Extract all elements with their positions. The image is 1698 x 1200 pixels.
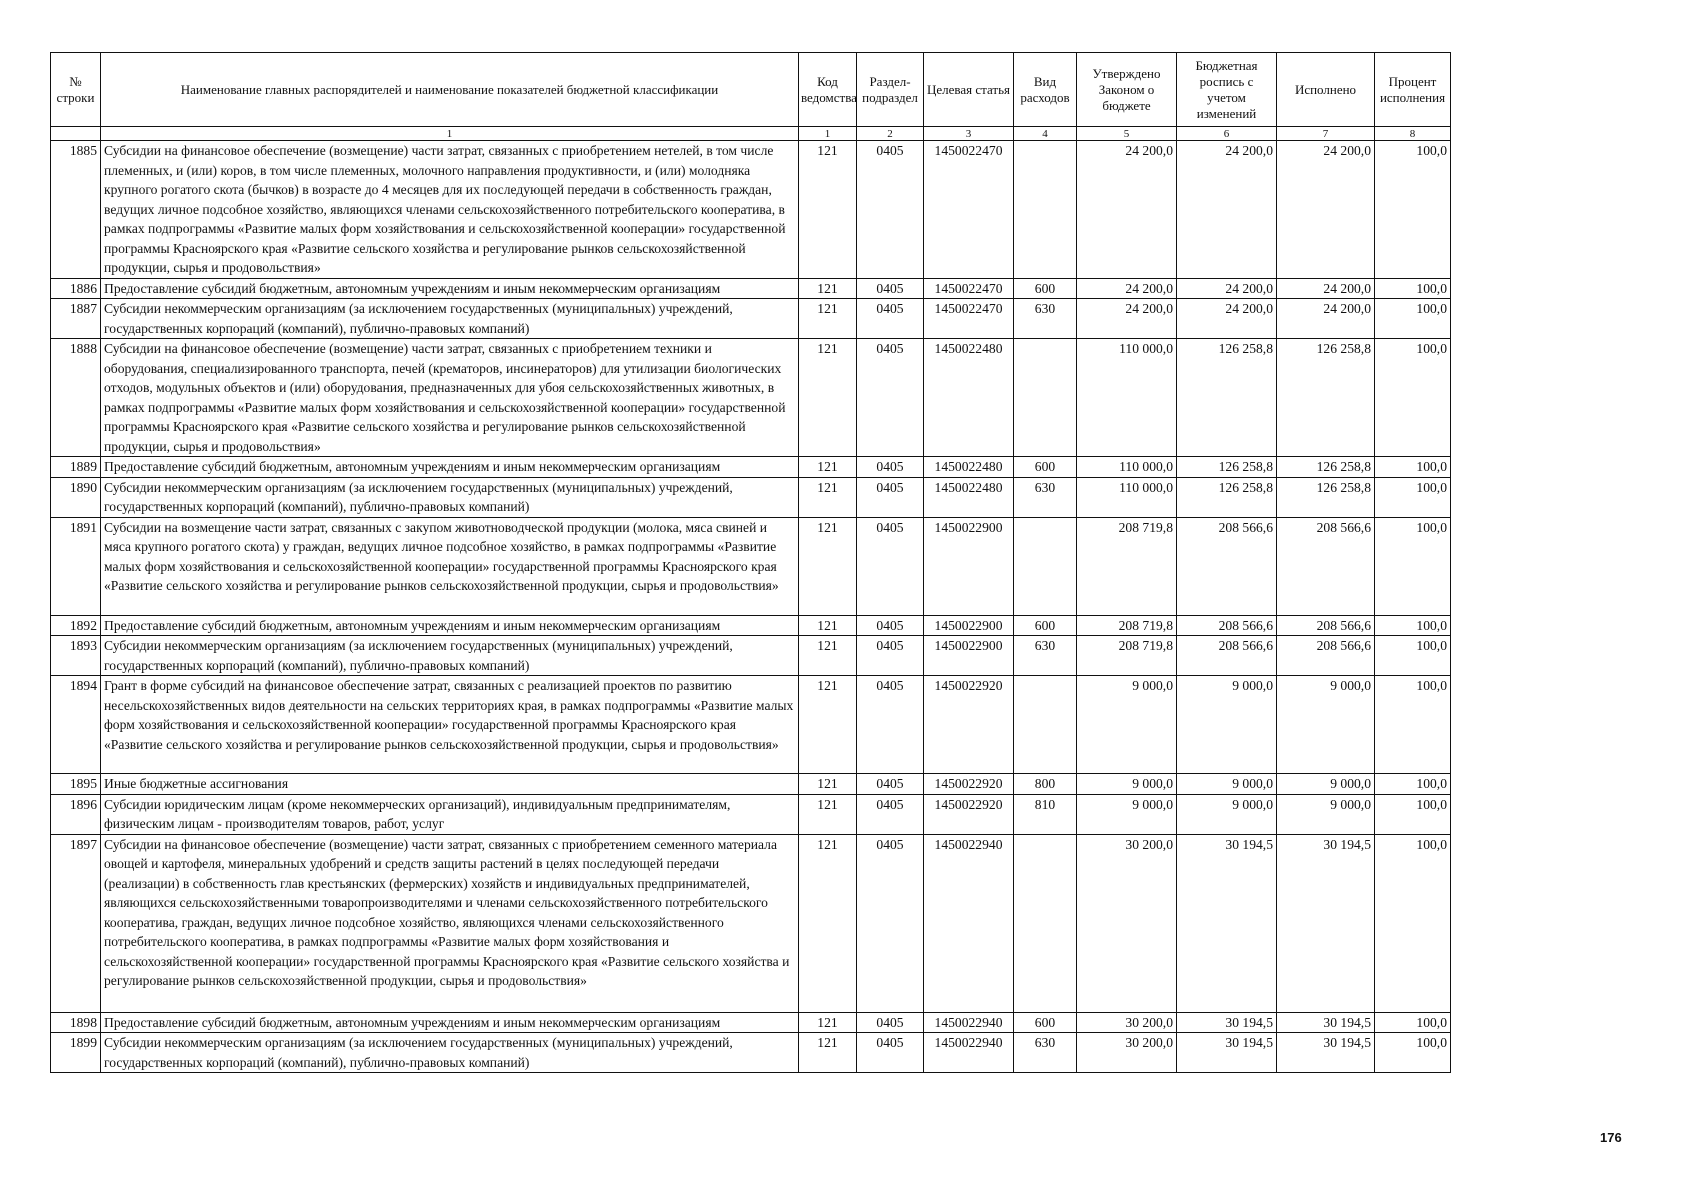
row-executed: 24 200,0 [1277, 299, 1375, 339]
row-number: 1893 [51, 636, 101, 676]
row-percent: 100,0 [1375, 299, 1451, 339]
row-executed: 126 258,8 [1277, 477, 1375, 517]
row-percent: 100,0 [1375, 457, 1451, 478]
row-name: Субсидии некоммерческим организациям (за исключением государственных (муниципальных) учреждений, государственных корпораций (компаний), публично-правовых компаний) [101, 1033, 799, 1073]
column-number: 4 [1014, 127, 1077, 141]
row-section: 0405 [857, 457, 924, 478]
row-budget-list: 30 194,5 [1177, 1033, 1277, 1073]
row-percent: 100,0 [1375, 834, 1451, 1012]
row-name: Субсидии некоммерческим организациям (за исключением государственных (муниципальных) учреждений, государственных корпораций (компаний), публично-правовых компаний) [101, 299, 799, 339]
row-target: 1450022920 [924, 676, 1014, 774]
row-dept-code: 121 [799, 834, 857, 1012]
row-approved: 9 000,0 [1077, 774, 1177, 795]
table-row [51, 477, 1451, 517]
row-expense-type [1014, 339, 1077, 457]
header-section: Раздел-подраздел [857, 53, 924, 127]
row-approved: 30 200,0 [1077, 834, 1177, 1012]
row-name: Субсидии на финансовое обеспечение (возмещение) части затрат, связанных с приобретением техники и оборудования, специализированного транспорта, печей (крематоров, инсинераторов) для утилизации биологических отходов, модульных объектов и (или) оборудования, предназначенных для убоя сельскохозяйственных животных, в рамках подпрограммы «Развитие малых форм хозяйствования и сельскохозяйственной кооперации» государственной программы Красноярского края «Развитие сельского хозяйства и регулирование рынков сельскохозяйственной продукции, сырья и продовольствия» [101, 339, 799, 457]
row-name: Предоставление субсидий бюджетным, автономным учреждениям и иным некоммерческим организациям [101, 457, 799, 478]
table-row [51, 517, 1451, 615]
row-target: 1450022480 [924, 477, 1014, 517]
row-dept-code: 121 [799, 1033, 857, 1073]
header-row-number: № строки [51, 53, 101, 127]
row-name: Субсидии некоммерческим организациям (за исключением государственных (муниципальных) учреждений, государственных корпораций (компаний), публично-правовых компаний) [101, 477, 799, 517]
row-approved: 208 719,8 [1077, 615, 1177, 636]
row-executed: 208 566,6 [1277, 615, 1375, 636]
row-name: Предоставление субсидий бюджетным, автономным учреждениям и иным некоммерческим организациям [101, 615, 799, 636]
row-executed: 9 000,0 [1277, 794, 1375, 834]
column-number: 2 [857, 127, 924, 141]
row-approved: 208 719,8 [1077, 517, 1177, 615]
row-number: 1886 [51, 278, 101, 299]
page-number: 176 [1600, 1130, 1622, 1145]
row-number: 1898 [51, 1012, 101, 1033]
row-section: 0405 [857, 636, 924, 676]
row-dept-code: 121 [799, 457, 857, 478]
row-expense-type: 630 [1014, 1033, 1077, 1073]
row-number: 1887 [51, 299, 101, 339]
table-row [51, 794, 1451, 834]
row-budget-list: 24 200,0 [1177, 141, 1277, 279]
row-approved: 208 719,8 [1077, 636, 1177, 676]
row-expense-type: 600 [1014, 278, 1077, 299]
row-dept-code: 121 [799, 477, 857, 517]
row-name: Субсидии на возмещение части затрат, связанных с закупом животноводческой продукции (молока, мяса свиней и мяса крупного рогатого скота) у граждан, ведущих личное подсобное хозяйство, в рамках подпрограммы «Развитие малых форм хозяйствования и сельскохозяйственной кооперации» государственной программы Красноярского края «Развитие сельского хозяйства и регулирование рынков сельскохозяйственной продукции, сырья и продовольствия» [101, 517, 799, 615]
row-target: 1450022920 [924, 774, 1014, 795]
row-target: 1450022470 [924, 299, 1014, 339]
row-approved: 30 200,0 [1077, 1033, 1177, 1073]
row-executed: 24 200,0 [1277, 141, 1375, 279]
row-section: 0405 [857, 477, 924, 517]
row-percent: 100,0 [1375, 676, 1451, 774]
row-number: 1892 [51, 615, 101, 636]
row-percent: 100,0 [1375, 339, 1451, 457]
row-percent: 100,0 [1375, 794, 1451, 834]
table-body [51, 141, 1451, 1073]
row-target: 1450022920 [924, 794, 1014, 834]
row-number: 1899 [51, 1033, 101, 1073]
row-section: 0405 [857, 517, 924, 615]
row-budget-list: 9 000,0 [1177, 676, 1277, 774]
row-name: Субсидии юридическим лицам (кроме некоммерческих организаций), индивидуальным предпринимателям, физическим лицам - производителям товаров, работ, услуг [101, 794, 799, 834]
table-row [51, 1012, 1451, 1033]
row-executed: 208 566,6 [1277, 636, 1375, 676]
row-name: Субсидии на финансовое обеспечение (возмещение) части затрат, связанных с приобретением семенного материала овощей и картофеля, минеральных удобрений и средств защиты растений в целях последующей передачи (реализации) в собственность глав крестьянских (фермерских) хозяйств и индивидуальных предпринимателей, являющихся сельскохозяйственными товаропроизводителями и членами сельскохозяйственного потребительского кооператива, граждан, ведущих личное подсобное хозяйство, являющихся членами сельскохозяйственного потребительского кооператива, в рамках подпрограммы «Развитие малых форм хозяйствования и сельскохозяйственной кооперации» государственной программы Красноярского края «Развитие сельского хозяйства и регулирование рынков сельскохозяйственной продукции, сырья и продовольствия» [101, 834, 799, 1012]
row-number: 1889 [51, 457, 101, 478]
row-number: 1888 [51, 339, 101, 457]
row-dept-code: 121 [799, 299, 857, 339]
row-budget-list: 126 258,8 [1177, 339, 1277, 457]
table-row [51, 676, 1451, 774]
table-row [51, 141, 1451, 279]
row-number: 1897 [51, 834, 101, 1012]
row-dept-code: 121 [799, 676, 857, 774]
table-row [51, 615, 1451, 636]
row-percent: 100,0 [1375, 477, 1451, 517]
row-dept-code: 121 [799, 278, 857, 299]
row-section: 0405 [857, 299, 924, 339]
header-target: Целевая статья [924, 53, 1014, 127]
header-name: Наименование главных распорядителей и наименование показателей бюджетной классификации [101, 53, 799, 127]
row-target: 1450022940 [924, 1033, 1014, 1073]
table-row [51, 457, 1451, 478]
header-executed: Исполнено [1277, 53, 1375, 127]
row-budget-list: 9 000,0 [1177, 794, 1277, 834]
table-row [51, 834, 1451, 1012]
row-section: 0405 [857, 676, 924, 774]
row-target: 1450022480 [924, 457, 1014, 478]
row-dept-code: 121 [799, 1012, 857, 1033]
row-target: 1450022900 [924, 615, 1014, 636]
table-row [51, 278, 1451, 299]
row-budget-list: 30 194,5 [1177, 834, 1277, 1012]
row-name: Предоставление субсидий бюджетным, автономным учреждениям и иным некоммерческим организациям [101, 278, 799, 299]
row-number: 1896 [51, 794, 101, 834]
row-approved: 110 000,0 [1077, 457, 1177, 478]
row-executed: 9 000,0 [1277, 774, 1375, 795]
row-expense-type [1014, 141, 1077, 279]
row-executed: 24 200,0 [1277, 278, 1375, 299]
header-budget-list: Бюджетная роспись с учетом изменений [1177, 53, 1277, 127]
row-target: 1450022900 [924, 636, 1014, 676]
row-percent: 100,0 [1375, 1012, 1451, 1033]
row-target: 1450022470 [924, 141, 1014, 279]
column-number [51, 127, 101, 141]
row-approved: 9 000,0 [1077, 794, 1177, 834]
column-number: 8 [1375, 127, 1451, 141]
row-target: 1450022940 [924, 834, 1014, 1012]
row-dept-code: 121 [799, 517, 857, 615]
column-number: 3 [924, 127, 1014, 141]
row-expense-type: 630 [1014, 477, 1077, 517]
row-executed: 126 258,8 [1277, 457, 1375, 478]
table-row [51, 1033, 1451, 1073]
row-expense-type: 600 [1014, 1012, 1077, 1033]
row-percent: 100,0 [1375, 517, 1451, 615]
row-section: 0405 [857, 615, 924, 636]
row-expense-type: 630 [1014, 299, 1077, 339]
header-approved: Утверждено Законом о бюджете [1077, 53, 1177, 127]
row-section: 0405 [857, 794, 924, 834]
row-target: 1450022470 [924, 278, 1014, 299]
row-number: 1890 [51, 477, 101, 517]
row-dept-code: 121 [799, 774, 857, 795]
row-budget-list: 208 566,6 [1177, 517, 1277, 615]
row-budget-list: 24 200,0 [1177, 278, 1277, 299]
row-approved: 24 200,0 [1077, 141, 1177, 279]
row-section: 0405 [857, 774, 924, 795]
column-number-row [51, 127, 1451, 141]
row-section: 0405 [857, 141, 924, 279]
table-row [51, 299, 1451, 339]
row-section: 0405 [857, 1012, 924, 1033]
row-executed: 9 000,0 [1277, 676, 1375, 774]
row-target: 1450022940 [924, 1012, 1014, 1033]
row-expense-type: 800 [1014, 774, 1077, 795]
row-number: 1891 [51, 517, 101, 615]
row-percent: 100,0 [1375, 774, 1451, 795]
row-number: 1895 [51, 774, 101, 795]
row-section: 0405 [857, 339, 924, 457]
table-row [51, 774, 1451, 795]
row-executed: 208 566,6 [1277, 517, 1375, 615]
row-expense-type: 810 [1014, 794, 1077, 834]
table-row [51, 339, 1451, 457]
row-name: Грант в форме субсидий на финансовое обеспечение затрат, связанных с реализацией проектов по развитию несельскохозяйственных видов деятельности на сельских территориях края, в рамках подпрограммы «Развитие малых форм хозяйствования и сельскохозяйственной кооперации» государственной программы Красноярского края «Развитие сельского хозяйства и регулирование рынков сельскохозяйственной продукции, сырья и продовольствия» [101, 676, 799, 774]
row-expense-type: 630 [1014, 636, 1077, 676]
row-approved: 9 000,0 [1077, 676, 1177, 774]
row-dept-code: 121 [799, 339, 857, 457]
row-approved: 24 200,0 [1077, 299, 1177, 339]
column-number: 6 [1177, 127, 1277, 141]
row-budget-list: 126 258,8 [1177, 457, 1277, 478]
budget-table [50, 52, 1451, 1073]
row-expense-type: 600 [1014, 615, 1077, 636]
row-approved: 30 200,0 [1077, 1012, 1177, 1033]
row-executed: 30 194,5 [1277, 1033, 1375, 1073]
row-name: Иные бюджетные ассигнования [101, 774, 799, 795]
column-number: 5 [1077, 127, 1177, 141]
column-number: 7 [1277, 127, 1375, 141]
row-number: 1885 [51, 141, 101, 279]
row-dept-code: 121 [799, 141, 857, 279]
header-row [51, 53, 1451, 127]
row-approved: 110 000,0 [1077, 477, 1177, 517]
row-expense-type [1014, 676, 1077, 774]
row-dept-code: 121 [799, 615, 857, 636]
row-executed: 126 258,8 [1277, 339, 1375, 457]
row-section: 0405 [857, 834, 924, 1012]
header-dept-code: Код ведомства [799, 53, 857, 127]
row-dept-code: 121 [799, 794, 857, 834]
row-name: Субсидии некоммерческим организациям (за исключением государственных (муниципальных) учреждений, государственных корпораций (компаний), публично-правовых компаний) [101, 636, 799, 676]
column-number: 1 [799, 127, 857, 141]
row-approved: 24 200,0 [1077, 278, 1177, 299]
header-expense-type: Вид расходов [1014, 53, 1077, 127]
row-percent: 100,0 [1375, 141, 1451, 279]
row-percent: 100,0 [1375, 278, 1451, 299]
row-section: 0405 [857, 1033, 924, 1073]
row-budget-list: 208 566,6 [1177, 615, 1277, 636]
row-number: 1894 [51, 676, 101, 774]
row-executed: 30 194,5 [1277, 1012, 1375, 1033]
header-percent: Процент исполнения [1375, 53, 1451, 127]
row-name: Предоставление субсидий бюджетным, автономным учреждениям и иным некоммерческим организациям [101, 1012, 799, 1033]
row-expense-type: 600 [1014, 457, 1077, 478]
row-budget-list: 208 566,6 [1177, 636, 1277, 676]
column-number: 1 [101, 127, 799, 141]
row-approved: 110 000,0 [1077, 339, 1177, 457]
row-name: Субсидии на финансовое обеспечение (возмещение) части затрат, связанных с приобретением нетелей, в том числе племенных, и (или) коров, в том числе племенных, молочного направления продуктивности, и (или) молодняка крупного рогатого скота (бычков) в возрасте до 4 месяцев для их последующей передачи в собственность граждан, ведущих личное подсобное хозяйство, являющихся членами сельскохозяйственного потребительского кооператива, в рамках подпрограммы «Развитие малых форм хозяйствования и сельскохозяйственной кооперации» государственной программы Красноярского края «Развитие сельского хозяйства и регулирование рынков сельскохозяйственной продукции, сырья и продовольствия» [101, 141, 799, 279]
row-target: 1450022900 [924, 517, 1014, 615]
row-budget-list: 126 258,8 [1177, 477, 1277, 517]
row-expense-type [1014, 834, 1077, 1012]
row-percent: 100,0 [1375, 636, 1451, 676]
row-percent: 100,0 [1375, 615, 1451, 636]
row-budget-list: 9 000,0 [1177, 774, 1277, 795]
row-budget-list: 24 200,0 [1177, 299, 1277, 339]
row-percent: 100,0 [1375, 1033, 1451, 1073]
budget-report-sheet [50, 52, 1447, 1073]
row-section: 0405 [857, 278, 924, 299]
row-dept-code: 121 [799, 636, 857, 676]
row-executed: 30 194,5 [1277, 834, 1375, 1012]
row-expense-type [1014, 517, 1077, 615]
table-row [51, 636, 1451, 676]
row-budget-list: 30 194,5 [1177, 1012, 1277, 1033]
row-target: 1450022480 [924, 339, 1014, 457]
